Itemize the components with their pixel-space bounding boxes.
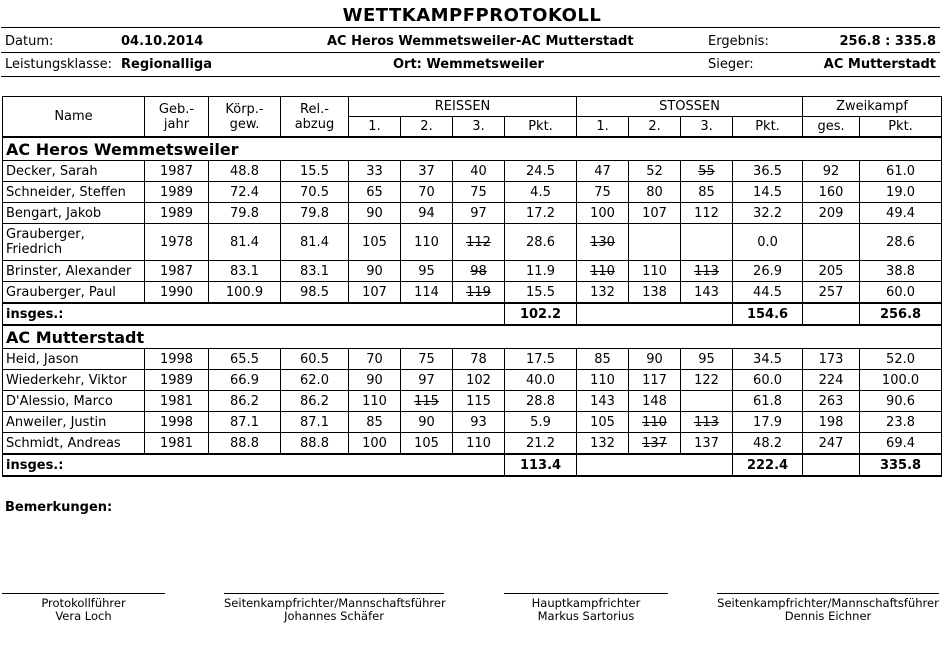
col-zweikampf: Zweikampf	[803, 97, 942, 117]
birth-year: 1990	[145, 282, 209, 304]
stossen-attempt-3	[681, 224, 733, 261]
team-total-row	[3, 454, 942, 476]
zweikampf-points: 60.0	[860, 282, 942, 304]
stossen-attempt-2: 138	[629, 282, 681, 304]
body-weight: 88.8	[209, 433, 281, 455]
zweikampf-total: 247	[803, 433, 860, 455]
stossen-attempt-3: 113	[681, 412, 733, 433]
stossen-attempt-3: 122	[681, 370, 733, 391]
table-row	[3, 433, 942, 455]
body-weight: 79.8	[209, 203, 281, 224]
stossen-attempt-1: 143	[577, 391, 629, 412]
body-weight: 72.4	[209, 182, 281, 203]
reissen-attempt-3: 119	[453, 282, 505, 304]
body-weight: 48.8	[209, 161, 281, 182]
relative-deduction: 88.8	[281, 433, 349, 455]
signature-role: Seitenkampfrichter/Mannschaftsführer	[717, 596, 939, 610]
col-geburtsjahr: Geb.- jahr	[145, 97, 209, 138]
total-spacer	[577, 303, 733, 325]
stossen-attempt-3: 85	[681, 182, 733, 203]
stossen-attempt-2: 80	[629, 182, 681, 203]
birth-year: 1987	[145, 161, 209, 182]
relative-deduction: 98.5	[281, 282, 349, 304]
birth-year: 1978	[145, 224, 209, 261]
reissen-points: 28.6	[505, 224, 577, 261]
stossen-points: 32.2	[733, 203, 803, 224]
athlete-name: Grauberger, Friedrich	[3, 224, 145, 261]
body-weight: 87.1	[209, 412, 281, 433]
reissen-points: 17.2	[505, 203, 577, 224]
datum-label: Datum:	[5, 34, 54, 49]
zweikampf-total: 160	[803, 182, 860, 203]
table-row	[3, 161, 942, 182]
stossen-attempt-1: 132	[577, 282, 629, 304]
leistungsklasse-label: Leistungsklasse:	[5, 57, 113, 72]
table-row	[3, 261, 942, 282]
stossen-attempt-2: 117	[629, 370, 681, 391]
body-weight: 66.9	[209, 370, 281, 391]
stossen-points: 17.9	[733, 412, 803, 433]
reissen-attempt-3: 98	[453, 261, 505, 282]
body-weight: 100.9	[209, 282, 281, 304]
stossen-attempt-1: 47	[577, 161, 629, 182]
stossen-attempt-3: 112	[681, 203, 733, 224]
table-row	[3, 391, 942, 412]
athlete-name: Anweiler, Justin	[3, 412, 145, 433]
stossen-attempt-3: 55	[681, 161, 733, 182]
leistungsklasse-value: Regionalliga	[121, 57, 212, 72]
reissen-attempt-2: 95	[401, 261, 453, 282]
header-divider	[1, 52, 940, 53]
ergebnis-label: Ergebnis:	[708, 34, 769, 49]
stossen-points: 36.5	[733, 161, 803, 182]
reissen-attempt-2: 115	[401, 391, 453, 412]
zweikampf-total: 173	[803, 349, 860, 370]
col-relativabzug: Rel.- abzug	[281, 97, 349, 138]
reissen-attempt-2: 114	[401, 282, 453, 304]
reissen-attempt-3: 78	[453, 349, 505, 370]
birth-year: 1998	[145, 349, 209, 370]
reissen-attempt-1: 107	[349, 282, 401, 304]
stossen-attempt-1: 75	[577, 182, 629, 203]
total-spacer	[577, 454, 733, 476]
athlete-name: Wiederkehr, Viktor	[3, 370, 145, 391]
relative-deduction: 83.1	[281, 261, 349, 282]
athlete-name: Schneider, Steffen	[3, 182, 145, 203]
stossen-attempt-2: 90	[629, 349, 681, 370]
reissen-attempt-1: 90	[349, 203, 401, 224]
reissen-attempt-2: 94	[401, 203, 453, 224]
team-header-row	[3, 325, 942, 349]
zweikampf-total: 198	[803, 412, 860, 433]
reissen-attempt-3: 110	[453, 433, 505, 455]
relative-deduction: 79.8	[281, 203, 349, 224]
reissen-attempt-2: 70	[401, 182, 453, 203]
body-weight: 65.5	[209, 349, 281, 370]
athlete-name: Schmidt, Andreas	[3, 433, 145, 455]
results-body	[3, 137, 942, 476]
stossen-attempt-2: 110	[629, 261, 681, 282]
athlete-name: Grauberger, Paul	[3, 282, 145, 304]
reissen-attempt-2: 75	[401, 349, 453, 370]
relative-deduction: 60.5	[281, 349, 349, 370]
remarks-label: Bemerkungen:	[5, 500, 113, 515]
body-weight: 83.1	[209, 261, 281, 282]
stossen-total: 222.4	[733, 454, 803, 476]
reissen-points: 17.5	[505, 349, 577, 370]
birth-year: 1989	[145, 203, 209, 224]
birth-year: 1989	[145, 370, 209, 391]
relative-deduction: 62.0	[281, 370, 349, 391]
reissen-points: 28.8	[505, 391, 577, 412]
reissen-points: 11.9	[505, 261, 577, 282]
signature-name: Dennis Eichner	[784, 609, 872, 623]
stossen-points: 44.5	[733, 282, 803, 304]
stossen-attempt-3: 143	[681, 282, 733, 304]
stossen-attempt-2: 107	[629, 203, 681, 224]
table-row	[3, 282, 942, 304]
relative-deduction: 15.5	[281, 161, 349, 182]
col-reissen-3: 3.	[453, 117, 505, 138]
stossen-attempt-1: 110	[577, 370, 629, 391]
reissen-attempt-3: 115	[453, 391, 505, 412]
zweikampf-team-total: 335.8	[860, 454, 942, 476]
relative-deduction: 87.1	[281, 412, 349, 433]
team-name: AC Mutterstadt	[3, 325, 942, 349]
total-spacer	[803, 303, 860, 325]
signature-seitenkampfrichter-2	[717, 593, 939, 623]
birth-year: 1989	[145, 182, 209, 203]
total-spacer	[803, 454, 860, 476]
col-reissen-2: 2.	[401, 117, 453, 138]
reissen-attempt-3: 102	[453, 370, 505, 391]
reissen-attempt-2: 97	[401, 370, 453, 391]
col-stossen-1: 1.	[577, 117, 629, 138]
zweikampf-total: 224	[803, 370, 860, 391]
stossen-attempt-2: 110	[629, 412, 681, 433]
reissen-attempt-2: 105	[401, 433, 453, 455]
stossen-points: 60.0	[733, 370, 803, 391]
reissen-attempt-3: 40	[453, 161, 505, 182]
reissen-attempt-3: 112	[453, 224, 505, 261]
team-total-row	[3, 303, 942, 325]
zweikampf-points: 90.6	[860, 391, 942, 412]
table-row	[3, 349, 942, 370]
reissen-attempt-1: 110	[349, 391, 401, 412]
total-label: insges.:	[3, 454, 505, 476]
zweikampf-total: 257	[803, 282, 860, 304]
signature-seitenkampfrichter-1	[224, 593, 444, 623]
relative-deduction: 70.5	[281, 182, 349, 203]
signature-protokollfuehrer	[2, 593, 165, 623]
total-label: insges.:	[3, 303, 505, 325]
reissen-attempt-1: 33	[349, 161, 401, 182]
signature-role: Seitenkampfrichter/Mannschaftsführer	[224, 596, 446, 610]
signature-role: Hauptkampfrichter	[531, 596, 641, 610]
table-row	[3, 370, 942, 391]
col-stossen-3: 3.	[681, 117, 733, 138]
stossen-points: 26.9	[733, 261, 803, 282]
zweikampf-total: 209	[803, 203, 860, 224]
stossen-attempt-1: 105	[577, 412, 629, 433]
col-stossen-pkt: Pkt.	[733, 117, 803, 138]
col-stossen-2: 2.	[629, 117, 681, 138]
stossen-attempt-3: 113	[681, 261, 733, 282]
reissen-points: 21.2	[505, 433, 577, 455]
stossen-attempt-1: 85	[577, 349, 629, 370]
zweikampf-total	[803, 224, 860, 261]
col-stossen: STOSSEN	[577, 97, 803, 117]
ort-value: Ort: Wemmetsweiler	[393, 57, 544, 72]
reissen-attempt-1: 70	[349, 349, 401, 370]
stossen-points: 14.5	[733, 182, 803, 203]
zweikampf-points: 49.4	[860, 203, 942, 224]
meta-divider	[1, 76, 940, 77]
table-row	[3, 412, 942, 433]
reissen-attempt-2: 37	[401, 161, 453, 182]
birth-year: 1998	[145, 412, 209, 433]
col-reissen: REISSEN	[349, 97, 577, 117]
reissen-attempt-2: 110	[401, 224, 453, 261]
reissen-attempt-1: 65	[349, 182, 401, 203]
signature-name: Markus Sartorius	[537, 609, 635, 623]
reissen-attempt-2: 90	[401, 412, 453, 433]
stossen-points: 48.2	[733, 433, 803, 455]
zweikampf-points: 38.8	[860, 261, 942, 282]
reissen-points: 5.9	[505, 412, 577, 433]
reissen-attempt-1: 85	[349, 412, 401, 433]
zweikampf-total: 205	[803, 261, 860, 282]
zweikampf-points: 19.0	[860, 182, 942, 203]
reissen-attempt-3: 93	[453, 412, 505, 433]
team-name: AC Heros Wemmetsweiler	[3, 137, 942, 161]
ergebnis-value: 256.8 : 335.8	[839, 34, 936, 49]
stossen-attempt-2: 52	[629, 161, 681, 182]
stossen-attempt-1: 110	[577, 261, 629, 282]
stossen-points: 61.8	[733, 391, 803, 412]
relative-deduction: 86.2	[281, 391, 349, 412]
signature-name: Vera Loch	[55, 609, 112, 623]
signature-name: Johannes Schäfer	[284, 609, 384, 623]
reissen-attempt-3: 75	[453, 182, 505, 203]
col-reissen-1: 1.	[349, 117, 401, 138]
col-koerpergewicht: Körp.- gew.	[209, 97, 281, 138]
zweikampf-points: 23.8	[860, 412, 942, 433]
relative-deduction: 81.4	[281, 224, 349, 261]
reissen-points: 40.0	[505, 370, 577, 391]
reissen-total: 102.2	[505, 303, 577, 325]
table-row	[3, 224, 942, 261]
stossen-attempt-2	[629, 224, 681, 261]
sieger-label: Sieger:	[708, 57, 754, 72]
zweikampf-team-total: 256.8	[860, 303, 942, 325]
stossen-attempt-1: 132	[577, 433, 629, 455]
title-divider	[1, 27, 940, 28]
reissen-attempt-1: 90	[349, 370, 401, 391]
birth-year: 1987	[145, 261, 209, 282]
stossen-points: 0.0	[733, 224, 803, 261]
body-weight: 81.4	[209, 224, 281, 261]
stossen-points: 34.5	[733, 349, 803, 370]
birth-year: 1981	[145, 433, 209, 455]
athlete-name: Decker, Sarah	[3, 161, 145, 182]
signature-hauptkampfrichter	[504, 593, 668, 623]
zweikampf-total: 263	[803, 391, 860, 412]
zweikampf-points: 28.6	[860, 224, 942, 261]
col-zweikampf-ges: ges.	[803, 117, 860, 138]
col-name: Name	[3, 97, 145, 138]
match-name: AC Heros Wemmetsweiler-AC Mutterstadt	[327, 34, 634, 49]
reissen-attempt-1: 100	[349, 433, 401, 455]
reissen-points: 24.5	[505, 161, 577, 182]
zweikampf-points: 61.0	[860, 161, 942, 182]
datum-value: 04.10.2014	[121, 34, 204, 49]
reissen-points: 15.5	[505, 282, 577, 304]
team-header-row	[3, 137, 942, 161]
table-row	[3, 182, 942, 203]
col-zweikampf-pkt: Pkt.	[860, 117, 942, 138]
results-table	[2, 96, 942, 477]
stossen-attempt-2: 148	[629, 391, 681, 412]
stossen-attempt-3: 95	[681, 349, 733, 370]
stossen-attempt-3: 137	[681, 433, 733, 455]
stossen-attempt-3	[681, 391, 733, 412]
athlete-name: Bengart, Jakob	[3, 203, 145, 224]
zweikampf-points: 69.4	[860, 433, 942, 455]
sieger-value: AC Mutterstadt	[823, 57, 936, 72]
athlete-name: Heid, Jason	[3, 349, 145, 370]
zweikampf-points: 100.0	[860, 370, 942, 391]
stossen-attempt-1: 100	[577, 203, 629, 224]
stossen-total: 154.6	[733, 303, 803, 325]
athlete-name: Brinster, Alexander	[3, 261, 145, 282]
page-title: WETTKAMPFPROTOKOLL	[342, 5, 602, 26]
birth-year: 1981	[145, 391, 209, 412]
signature-role: Protokollführer	[41, 596, 126, 610]
body-weight: 86.2	[209, 391, 281, 412]
zweikampf-points: 52.0	[860, 349, 942, 370]
col-reissen-pkt: Pkt.	[505, 117, 577, 138]
stossen-attempt-2: 137	[629, 433, 681, 455]
reissen-attempt-3: 97	[453, 203, 505, 224]
reissen-attempt-1: 105	[349, 224, 401, 261]
athlete-name: D'Alessio, Marco	[3, 391, 145, 412]
table-row	[3, 203, 942, 224]
zweikampf-total: 92	[803, 161, 860, 182]
reissen-attempt-1: 90	[349, 261, 401, 282]
stossen-attempt-1: 130	[577, 224, 629, 261]
reissen-total: 113.4	[505, 454, 577, 476]
reissen-points: 4.5	[505, 182, 577, 203]
